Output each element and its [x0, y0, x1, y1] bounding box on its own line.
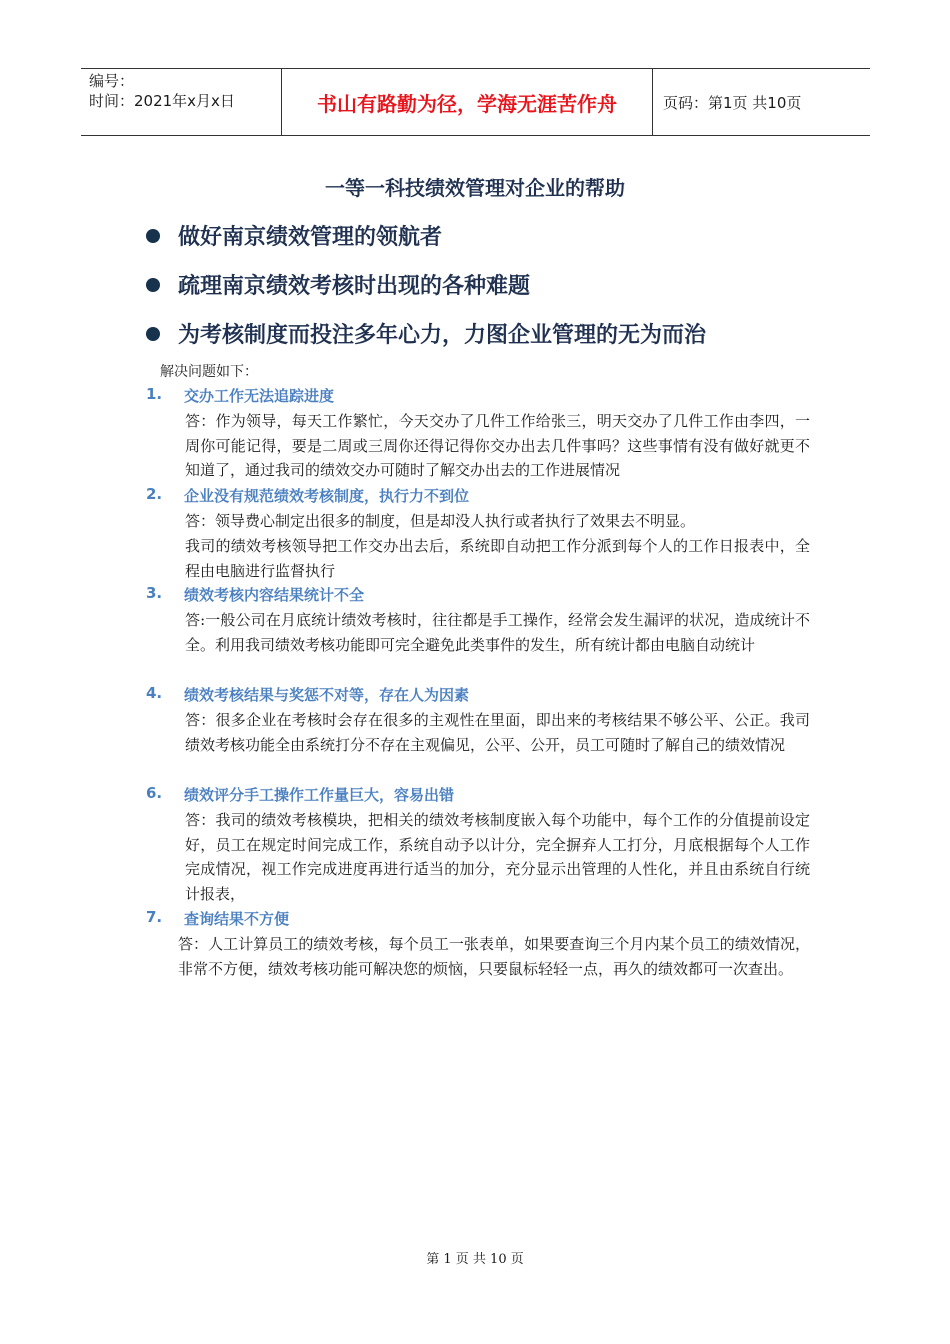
item-answer: 答：很多企业在考核时会存在很多的主观性在里面，即出来的考核结果不够公平、公正。我司绩效考核功能全由系统打分不存在主观偏见，公平、公开，员工可随时了解自己的绩效情况 — [185, 711, 810, 754]
bullet-dot-icon — [146, 278, 160, 292]
bullet-item — [146, 318, 706, 349]
bullet-dot-icon — [146, 229, 160, 243]
document-title: 一等一科技绩效管理对企业的帮助 — [325, 176, 625, 200]
item-answer: 答：作为领导，每天工作繁忙，今天交办了几件工作给张三，明天交办了几件工作由李四，一周你可能记得，要是二周或三周你还得记得你交办出去几件事吗？这些事情有没有做好就更不知道了，通过我司的绩效交办可随时了解交办出去的工作进展情况 — [185, 412, 810, 479]
bullet-text: 疏理南京绩效考核时出现的各种难题 — [178, 274, 531, 299]
item-title: 绩效考核内容结果统计不全 — [184, 586, 365, 604]
header-page-info: 页码：第1页 共10页 — [663, 93, 802, 112]
item-heading — [146, 385, 334, 406]
item-heading — [146, 584, 364, 605]
time-label: 时间：2021年x月x日 — [89, 92, 235, 110]
item-answer: 答：我司的绩效考核模块，把相关的绩效考核制度嵌入每个功能中，每个工作的分值提前设定好，员工在规定时间完成工作，系统自动予以计分，完全摒弃人工打分，月底根据每个人工作完成情况，视工作完成进度再进行适当的加分，充分显示出管理的人性化，并且由系统自行统计报表， — [185, 811, 810, 903]
item-heading — [146, 784, 454, 805]
item-title: 交办工作无法追踪进度 — [184, 387, 335, 405]
item-number: 1. — [146, 385, 163, 403]
number-label: 编号： — [89, 72, 135, 90]
bullet-dot-icon — [146, 327, 160, 341]
item-answer-continued: 我司的绩效考核领导把工作交办出去后，系统即自动把工作分派到每个人的工作日报表中，全程由电脑进行监督执行 — [185, 537, 810, 580]
page-footer: 第 1 页 共 10 页 — [426, 1252, 524, 1267]
item-number: 6. — [146, 784, 163, 802]
item-heading — [146, 908, 289, 929]
item-number: 7. — [146, 908, 163, 926]
item-answer: 答：领导费心制定出很多的制度，但是却没人执行或者执行了效果去不明显。 — [185, 512, 696, 530]
item-number: 3. — [146, 584, 163, 602]
item-heading — [146, 684, 469, 705]
bullet-text: 做好南京绩效管理的领航者 — [178, 225, 443, 250]
item-answer: 答：人工计算员工的绩效考核，每个员工一张表单，如果要查询三个月内某个员工的绩效情况，非常不方便，绩效考核功能可解决您的烦恼，只要鼠标轻轻一点，再久的绩效都可一次查出。 — [178, 935, 810, 978]
header-motto: 书山有路勤为径，学海无涯苦作舟 — [281, 69, 653, 135]
item-title: 绩效考核结果与奖惩不对等，存在人为因素 — [184, 686, 470, 704]
item-heading — [146, 485, 469, 506]
item-title: 绩效评分手工操作工作量巨大，容易出错 — [184, 786, 455, 804]
header-meta — [81, 69, 281, 135]
item-answer: 答:一般公司在月底统计绩效考核时，往往都是手工操作，经常会发生漏评的状况，造成统计不全。利用我司绩效考核功能即可完全避免此类事件的发生，所有统计都由电脑自动统计 — [185, 611, 810, 654]
intro-text: 解决问题如下： — [160, 364, 258, 380]
header-table — [81, 68, 870, 136]
item-number: 2. — [146, 485, 163, 503]
bullet-text: 为考核制度而投注多年心力，力图企业管理的无为而治 — [178, 323, 707, 348]
bullet-item — [146, 220, 442, 251]
item-title: 企业没有规范绩效考核制度，执行力不到位 — [184, 487, 470, 505]
bullet-item — [146, 269, 530, 300]
item-title: 查询结果不方便 — [184, 910, 290, 928]
item-number: 4. — [146, 684, 163, 702]
